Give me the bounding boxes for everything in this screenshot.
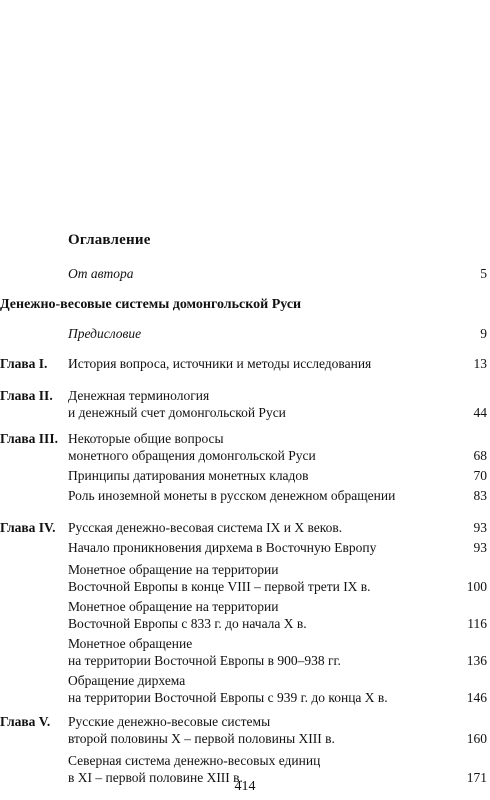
entry-title-line: и денежный счет домонгольской Руси bbox=[68, 405, 286, 420]
toc-heading: Оглавление bbox=[68, 232, 151, 248]
entry-title bbox=[68, 387, 450, 421]
entry-title-line: История вопроса, источники и методы исследования bbox=[68, 356, 372, 371]
page-number: 414 bbox=[234, 779, 256, 794]
entry-page-number: 146 bbox=[466, 690, 487, 705]
entry-title-line: Предисловие bbox=[68, 326, 142, 341]
entry-title bbox=[68, 355, 450, 372]
entry-title-line: в XI – первой половине XIII в. bbox=[68, 770, 243, 785]
entry-page-number: 68 bbox=[473, 448, 487, 463]
entry-title-line: Обращение дирхема bbox=[68, 673, 186, 688]
entry-page-number: 44 bbox=[473, 405, 487, 420]
entry-page-number: 9 bbox=[480, 326, 487, 341]
entry-title-line: Монетное обращение bbox=[68, 636, 193, 651]
entry-title-line: Русская денежно-весовая система IX и X веков. bbox=[68, 520, 343, 535]
entry-title-line: Денежная терминология bbox=[68, 388, 210, 403]
entry-title bbox=[68, 561, 450, 595]
entry-page-number: 13 bbox=[473, 356, 487, 371]
entry-title-line: Восточной Европы в конце VIII – первой трети IX в. bbox=[68, 579, 371, 594]
entry-title-line: Некоторые общие вопросы bbox=[68, 431, 224, 446]
entry-title-line: От автора bbox=[68, 266, 134, 281]
chapter-label: Глава IV. bbox=[0, 520, 56, 535]
chapter-label: Глава V. bbox=[0, 714, 51, 729]
entry-page-number: 160 bbox=[466, 731, 487, 746]
entry-page-number: 5 bbox=[480, 266, 487, 281]
entry-title-line: Восточной Европы с 833 г. до начала X в. bbox=[68, 616, 307, 631]
entry-title-line: Монетное обращение на территории bbox=[68, 599, 279, 614]
entry-page-number: 93 bbox=[473, 540, 487, 555]
entry-title bbox=[68, 713, 450, 747]
entry-title-line: второй половины X – первой половины XIII в. bbox=[68, 731, 335, 746]
entry-title bbox=[68, 519, 450, 536]
entry-title bbox=[68, 325, 450, 342]
chapter-label: Глава I. bbox=[0, 356, 48, 371]
entry-title bbox=[68, 598, 450, 632]
entry-title bbox=[68, 265, 450, 282]
entry-title-line: на территории Восточной Европы в 900–938 гг. bbox=[68, 653, 341, 668]
entry-page-number: 136 bbox=[466, 653, 487, 668]
chapter-label: Глава II. bbox=[0, 388, 53, 403]
entry-page-number: 93 bbox=[473, 520, 487, 535]
entry-title bbox=[68, 539, 450, 556]
entry-page-number: 83 bbox=[473, 488, 487, 503]
entry-page-number: 171 bbox=[466, 770, 487, 785]
entry-title-line: на территории Восточной Европы с 939 г. до конца X в. bbox=[68, 690, 388, 705]
entry-title-line: Северная система денежно-весовых единиц bbox=[68, 753, 321, 768]
entry-title-line: Принципы датирования монетных кладов bbox=[68, 468, 309, 483]
entry-title bbox=[68, 467, 450, 484]
entry-title bbox=[68, 487, 450, 504]
entry-title-line: Русские денежно-весовые системы bbox=[68, 714, 271, 729]
entry-title-line: Начало проникновения дирхема в Восточную Европу bbox=[68, 540, 377, 555]
entry-title-line: монетного обращения домонгольской Руси bbox=[68, 448, 316, 463]
entry-title bbox=[68, 635, 450, 669]
chapter-label: Глава III. bbox=[0, 431, 58, 446]
entry-title-line: Монетное обращение на территории bbox=[68, 562, 279, 577]
entry-title-line: Роль иноземной монеты в русском денежном обращении bbox=[68, 488, 396, 503]
entry-page-number: 70 bbox=[473, 468, 487, 483]
entry-page-number: 116 bbox=[467, 616, 487, 631]
entry-title bbox=[68, 672, 450, 706]
entry-page-number: 100 bbox=[466, 579, 487, 594]
part-title: Денежно-весовые системы домонгольской Руси bbox=[0, 297, 302, 312]
entry-title bbox=[68, 430, 450, 464]
